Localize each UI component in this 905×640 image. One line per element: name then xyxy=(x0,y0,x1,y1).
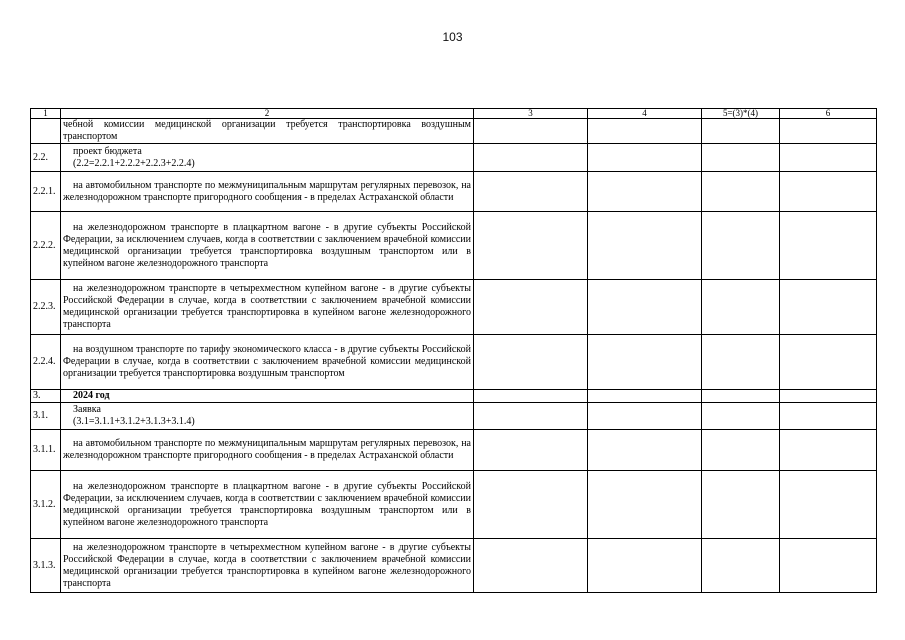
row-number: 2.2.3. xyxy=(31,280,61,335)
table-row xyxy=(31,335,877,390)
value-cell xyxy=(588,471,702,539)
value-cell xyxy=(474,403,588,430)
row-text xyxy=(61,144,474,172)
row-text-content: на железнодорожном транспорте в плацкартном вагоне - в другие субъекты Российской Федерации, за исключением случаев, когда в соответствии с заключением врачебной комиссии медицинской организации требуется транспортировка воздушным транспортом или в купейном вагоне железнодорожного транспорта xyxy=(63,221,471,269)
value-cell xyxy=(474,172,588,212)
value-cell xyxy=(780,335,877,390)
value-cell xyxy=(780,212,877,280)
column-header: 6 xyxy=(780,109,877,119)
value-cell xyxy=(780,280,877,335)
value-cell xyxy=(702,471,780,539)
row-number: 2.2.1. xyxy=(31,172,61,212)
column-header: 1 xyxy=(31,109,61,119)
value-cell xyxy=(588,539,702,593)
value-cell xyxy=(702,212,780,280)
row-number: 3.1.3. xyxy=(31,539,61,593)
table-row xyxy=(31,430,877,471)
value-cell xyxy=(702,430,780,471)
row-text xyxy=(61,430,474,471)
value-cell xyxy=(474,390,588,403)
row-number: 3.1.2. xyxy=(31,471,61,539)
column-header: 3 xyxy=(474,109,588,119)
table-row xyxy=(31,390,877,403)
value-cell xyxy=(588,390,702,403)
value-cell xyxy=(702,144,780,172)
value-cell xyxy=(780,119,877,144)
value-cell xyxy=(588,335,702,390)
column-header: 4 xyxy=(588,109,702,119)
row-text-content: на автомобильном транспорте по межмуниципальным маршрутам регулярных перевозок, на железнодорожном транспорте пригородного сообщения - в пределах Астраханской области xyxy=(63,179,471,203)
value-cell xyxy=(702,335,780,390)
row-number: 3.1.1. xyxy=(31,430,61,471)
year-heading: 2024 год xyxy=(73,390,110,401)
value-cell xyxy=(588,403,702,430)
row-number: 2.2. xyxy=(31,144,61,172)
value-cell xyxy=(780,403,877,430)
value-cell xyxy=(702,403,780,430)
value-cell xyxy=(474,430,588,471)
row-text xyxy=(61,403,474,430)
table-header-row xyxy=(31,109,877,119)
table-row xyxy=(31,539,877,593)
value-cell xyxy=(780,172,877,212)
value-cell xyxy=(588,212,702,280)
table-row xyxy=(31,172,877,212)
row-number: 2.2.2. xyxy=(31,212,61,280)
row-number xyxy=(31,119,61,144)
table-row xyxy=(31,403,877,430)
value-cell xyxy=(474,144,588,172)
row-text xyxy=(61,539,474,593)
row-number: 3. xyxy=(31,390,61,403)
column-header: 2 xyxy=(61,109,474,119)
table-row xyxy=(31,212,877,280)
value-cell xyxy=(588,280,702,335)
value-cell xyxy=(474,212,588,280)
row-title: Заявка xyxy=(73,404,101,415)
value-cell xyxy=(588,172,702,212)
value-cell xyxy=(474,471,588,539)
row-number: 2.2.4. xyxy=(31,335,61,390)
row-text-content: на автомобильном транспорте по межмуниципальным маршрутам регулярных перевозок, на железнодорожном транспорте пригородного сообщения - в пределах Астраханской области xyxy=(63,438,471,461)
value-cell xyxy=(702,172,780,212)
table-row xyxy=(31,119,877,144)
value-cell xyxy=(780,539,877,593)
row-text xyxy=(61,390,474,403)
value-cell xyxy=(780,144,877,172)
value-cell xyxy=(702,119,780,144)
value-cell xyxy=(702,280,780,335)
row-text-content: на железнодорожном транспорте в плацкартном вагоне - в другие субъекты Российской Федерации, за исключением случаев, когда в соответствии с заключением врачебной комиссии медицинской организации требуется транспортировка воздушным транспортом или в купейном вагоне железнодорожного транспорта xyxy=(63,480,471,528)
row-text xyxy=(61,471,474,539)
value-cell xyxy=(780,471,877,539)
column-header: 5=(3)*(4) xyxy=(702,109,780,119)
value-cell xyxy=(780,430,877,471)
value-cell xyxy=(702,539,780,593)
budget-table xyxy=(30,108,877,593)
row-formula: (2.2=2.2.1+2.2.2+2.2.3+2.2.4) xyxy=(73,157,195,169)
value-cell xyxy=(474,539,588,593)
row-text xyxy=(61,212,474,280)
row-number: 3.1. xyxy=(31,403,61,430)
page-number: 103 xyxy=(442,30,463,44)
row-text xyxy=(61,280,474,335)
value-cell xyxy=(588,144,702,172)
value-cell xyxy=(474,335,588,390)
row-formula: (3.1=3.1.1+3.1.2+3.1.3+3.1.4) xyxy=(73,416,195,427)
row-text-content: на воздушном транспорте по тарифу экономического класса - в другие субъекты Российской Федерации в случае, когда в соответствии с заключением врачебной комиссии медицинской организации требуется транспортировка воздушным транспортом xyxy=(63,344,471,379)
value-cell xyxy=(588,430,702,471)
value-cell xyxy=(588,119,702,144)
table-row xyxy=(31,144,877,172)
row-text xyxy=(61,172,474,212)
row-text-content: на железнодорожном транспорте в четырехместном купейном вагоне - в другие субъекты Российской Федерации в случае, когда в соответствии с заключением врачебной комиссии медицинской организации требуется транспортировка в купейном вагоне железнодорожного транспорта xyxy=(63,283,471,330)
table-row xyxy=(31,280,877,335)
value-cell xyxy=(702,390,780,403)
value-cell xyxy=(474,280,588,335)
row-title: проект бюджета xyxy=(73,145,142,157)
row-text-content: на железнодорожном транспорте в четырехместном купейном вагоне - в другие субъекты Российской Федерации в случае, когда в соответствии с заключением врачебной комиссии медицинской организации требуется транспортировка в купейном вагоне железнодорожного транспорта xyxy=(63,541,471,589)
table-row xyxy=(31,471,877,539)
row-text: чебной комиссии медицинской организации требуется транспортировка воздушным транспортом xyxy=(61,119,474,144)
row-text xyxy=(61,335,474,390)
value-cell xyxy=(780,390,877,403)
value-cell xyxy=(474,119,588,144)
